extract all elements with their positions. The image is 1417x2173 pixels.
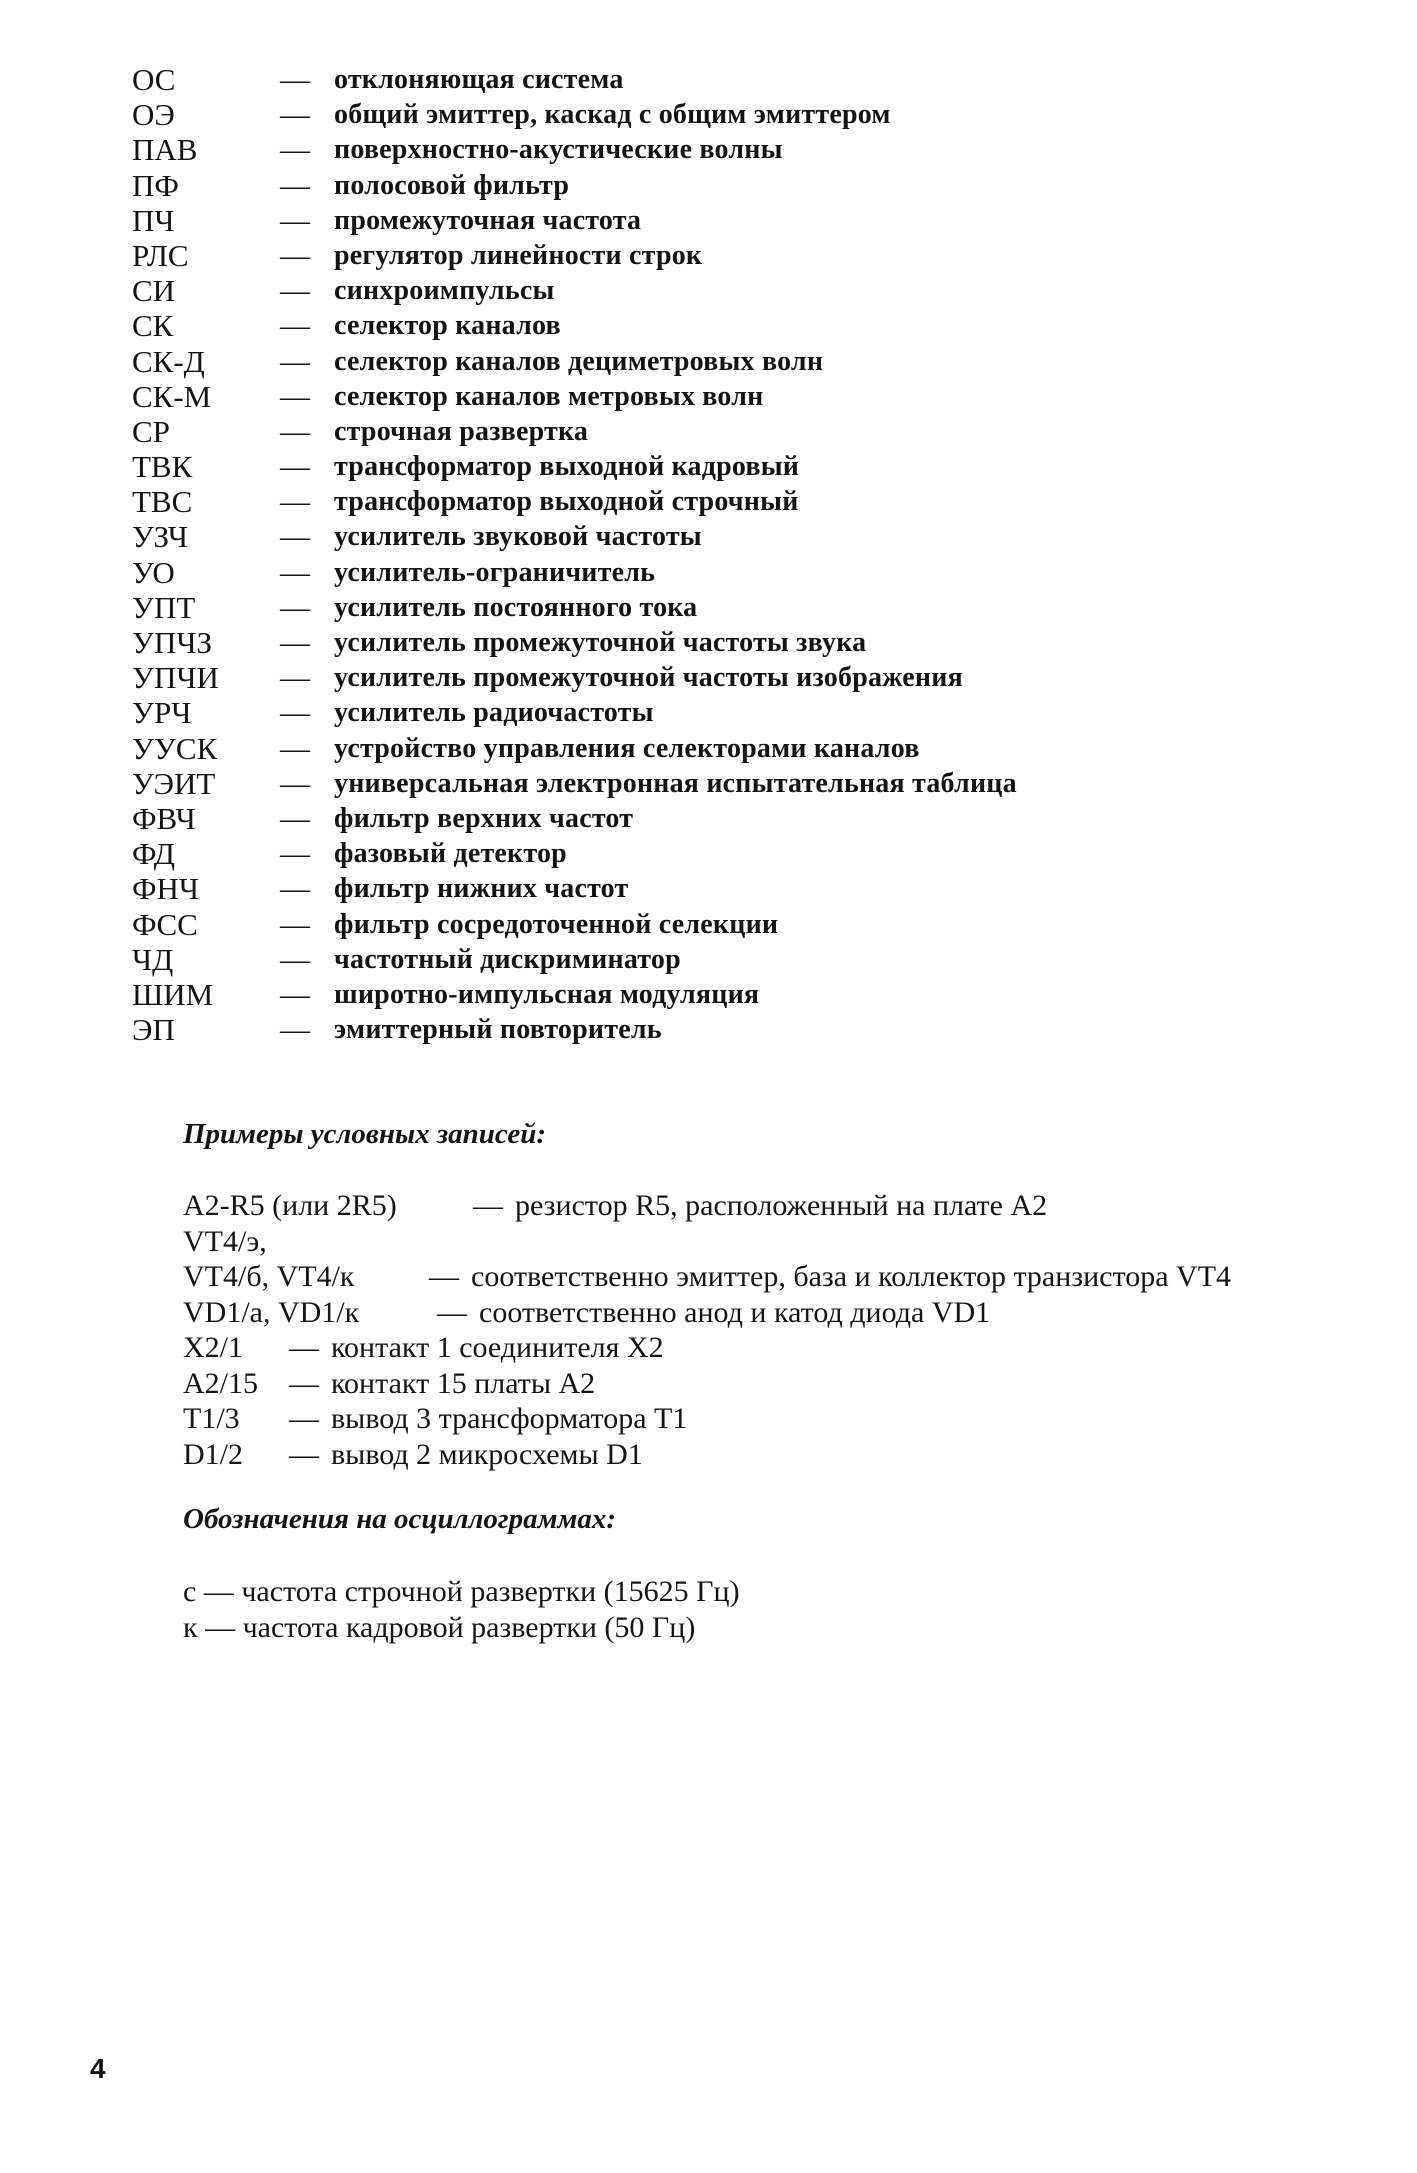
abbreviation-term: ТВС: [132, 484, 193, 520]
abbreviation-row: [132, 555, 1232, 590]
example-dash: —: [289, 1331, 319, 1364]
abbreviation-term: ПАВ: [132, 132, 198, 168]
abbreviation-term: СР: [132, 413, 170, 449]
abbreviation-definition: селектор каналов дециметровых волн: [334, 345, 824, 377]
abbreviation-row: [132, 203, 1232, 238]
example-term: А2-R5 (или 2R5): [183, 1189, 397, 1222]
abbreviation-row: [132, 590, 1232, 625]
abbreviation-definition: фильтр сосредоточенной селекции: [334, 908, 779, 940]
abbreviation-definition: усилитель звуковой частоты: [334, 521, 702, 553]
abbreviation-term: РЛС: [132, 237, 189, 273]
abbreviation-definition: регулятор линейности строк: [334, 239, 703, 271]
abbreviation-term: ФНЧ: [132, 871, 200, 907]
abbreviation-row: [132, 942, 1232, 977]
example-definition: вывод 3 трансформатора T1: [331, 1402, 688, 1435]
abbreviation-dash: —: [280, 801, 310, 835]
abbreviation-row: [132, 766, 1232, 801]
abbreviation-term: УЭИТ: [132, 765, 216, 801]
abbreviation-term: ЭП: [132, 1012, 175, 1048]
abbreviation-definition: фазовый детектор: [334, 838, 567, 870]
abbreviation-dash: —: [280, 520, 310, 554]
example-row: [183, 1366, 1363, 1402]
example-row: [183, 1437, 1363, 1473]
abbreviation-dash: —: [280, 133, 310, 167]
abbreviation-definition: усилитель промежуточной частоты изображения: [334, 662, 963, 694]
abbreviation-term: СК-М: [132, 378, 212, 414]
example-term: T1/3: [183, 1402, 240, 1435]
example-dash: —: [437, 1295, 467, 1329]
abbreviation-row: [132, 801, 1232, 836]
abbreviation-dash: —: [280, 344, 310, 378]
abbreviation-term: УО: [132, 554, 175, 590]
example-definition: контакт 15 платы А2: [331, 1366, 596, 1400]
abbreviation-definition: усилитель промежуточной частоты звука: [334, 627, 867, 658]
example-definition: контакт 1 соединителя X2: [331, 1331, 664, 1364]
examples-heading: Примеры условных записей:: [183, 1118, 547, 1150]
abbreviation-definition: фильтр нижних частот: [334, 873, 629, 905]
example-dash: —: [473, 1189, 503, 1222]
abbreviation-definition: усилитель постоянного тока: [334, 591, 698, 623]
abbreviation-definition: промежуточная частота: [334, 204, 642, 236]
abbreviation-dash: —: [280, 626, 310, 659]
abbreviation-definition: усилитель-ограничитель: [334, 556, 656, 588]
example-term: VT4/б, VT4/к: [183, 1260, 355, 1293]
abbreviation-definition: трансформатор выходной кадровый: [334, 451, 800, 483]
abbreviation-term: ФД: [132, 836, 175, 872]
abbreviation-term: УЗЧ: [132, 519, 189, 555]
abbreviation-row: [132, 132, 1232, 167]
abbreviation-dash: —: [280, 696, 310, 730]
abbreviation-term: ЧД: [132, 941, 174, 977]
abbreviation-definition: эмиттерный повторитель: [334, 1014, 662, 1046]
example-dash: —: [289, 1366, 319, 1400]
oscillogram-heading: Обозначения на осциллограммах:: [183, 1503, 617, 1535]
abbreviation-row: [132, 168, 1232, 203]
abbreviation-term: ТВК: [132, 449, 193, 485]
example-definition: вывод 2 микросхемы D1: [331, 1437, 643, 1471]
abbreviation-dash: —: [280, 63, 310, 96]
abbreviation-term: ПЧ: [132, 202, 175, 238]
abbreviation-definition: частотный дискриминатор: [334, 943, 681, 975]
abbreviation-dash: —: [280, 274, 310, 308]
abbreviation-term: УРЧ: [132, 695, 192, 731]
abbreviation-row: [132, 731, 1232, 766]
page-number: 4: [90, 2053, 106, 2084]
abbreviation-row: [132, 836, 1232, 871]
example-row: [183, 1224, 1363, 1260]
oscillogram-notes: [183, 1574, 1283, 1645]
abbreviation-dash: —: [280, 450, 310, 484]
abbreviation-row: [132, 977, 1232, 1012]
abbreviation-dash: —: [280, 98, 310, 132]
abbreviation-dash: —: [280, 238, 310, 272]
abbreviation-term: УПЧЗ: [132, 625, 213, 660]
abbreviation-definition: поверхностно-акустические волны: [334, 134, 783, 166]
abbreviation-definition: синхроимпульсы: [334, 275, 555, 307]
example-dash: —: [289, 1402, 319, 1435]
abbreviation-row: [132, 273, 1232, 308]
example-term: D1/2: [183, 1437, 243, 1471]
example-dash: —: [429, 1260, 459, 1293]
abbreviation-dash: —: [280, 379, 310, 413]
abbreviation-row: [132, 1012, 1232, 1047]
abbreviation-definition: универсальная электронная испытательная таблица: [334, 767, 1017, 799]
example-dash: —: [289, 1437, 319, 1471]
example-definition: соответственно эмиттер, база и коллектор транзистора VT4: [471, 1260, 1232, 1293]
abbreviation-term: ОЭ: [132, 97, 175, 133]
oscillogram-note: с — частота строчной развертки (15625 Гц): [183, 1575, 740, 1608]
abbreviation-definition: общий эмиттер, каскад с общим эмиттером: [334, 99, 891, 131]
abbreviation-term: ФСС: [132, 906, 198, 942]
example-row: [183, 1401, 1363, 1437]
abbreviation-row: [132, 695, 1232, 730]
abbreviation-dash: —: [280, 555, 310, 589]
abbreviation-dash: —: [280, 203, 310, 237]
example-term: VT4/э,: [183, 1224, 267, 1258]
abbreviation-definition: полосовой фильтр: [334, 169, 570, 201]
abbreviation-dash: —: [280, 414, 310, 448]
abbreviation-list: [132, 62, 1232, 1047]
abbreviation-row: [132, 660, 1232, 695]
example-definition: соответственно анод и катод диода VD1: [479, 1295, 991, 1329]
abbreviation-term: СИ: [132, 273, 176, 309]
example-row: [183, 1188, 1363, 1224]
abbreviation-term: СК: [132, 308, 174, 344]
abbreviation-term: ПФ: [132, 167, 179, 203]
abbreviation-definition: широтно-импульсная модуляция: [334, 978, 760, 1010]
abbreviation-definition: селектор каналов метровых волн: [334, 380, 764, 412]
abbreviation-dash: —: [280, 942, 310, 976]
example-term: VD1/а, VD1/к: [183, 1295, 360, 1329]
abbreviation-dash: —: [280, 731, 310, 765]
abbreviation-dash: —: [280, 661, 310, 695]
abbreviation-row: [132, 379, 1232, 414]
abbreviation-definition: отклоняющая система: [334, 64, 624, 95]
abbreviation-row: [132, 62, 1232, 97]
abbreviation-dash: —: [280, 907, 310, 941]
abbreviation-row: [132, 484, 1232, 519]
example-term: X2/1: [183, 1331, 243, 1364]
abbreviation-dash: —: [280, 766, 310, 800]
abbreviation-row: [132, 308, 1232, 343]
example-row: [183, 1259, 1363, 1295]
abbreviation-row: [132, 414, 1232, 449]
abbreviation-row: [132, 238, 1232, 273]
abbreviation-definition: селектор каналов: [334, 310, 561, 342]
abbreviation-definition: строчная развертка: [334, 415, 589, 447]
abbreviation-dash: —: [280, 168, 310, 202]
abbreviation-dash: —: [280, 309, 310, 343]
abbreviation-term: УУСК: [132, 730, 218, 766]
oscillogram-note: к — частота кадровой развертки (50 Гц): [183, 1610, 696, 1644]
abbreviation-row: [132, 449, 1232, 484]
abbreviation-term: ШИМ: [132, 976, 214, 1012]
abbreviation-row: [132, 344, 1232, 379]
abbreviation-dash: —: [280, 837, 310, 871]
abbreviation-dash: —: [280, 872, 310, 906]
abbreviation-row: [132, 871, 1232, 906]
abbreviation-row: [132, 907, 1232, 942]
abbreviation-definition: устройство управления селекторами каналов: [334, 732, 920, 764]
abbreviation-dash: —: [280, 1013, 310, 1047]
examples-list: [183, 1188, 1363, 1472]
abbreviation-definition: усилитель радиочастоты: [334, 697, 654, 729]
example-term: А2/15: [183, 1366, 258, 1400]
abbreviation-dash: —: [280, 590, 310, 624]
abbreviation-term: ФВЧ: [132, 800, 196, 836]
abbreviation-definition: фильтр верхних частот: [334, 802, 634, 834]
abbreviation-term: ОС: [132, 62, 176, 97]
abbreviation-dash: —: [280, 977, 310, 1011]
example-row: [183, 1330, 1363, 1366]
example-row: [183, 1295, 1363, 1331]
abbreviation-term: УПЧИ: [132, 660, 219, 696]
abbreviation-row: [132, 519, 1232, 554]
abbreviation-term: УПТ: [132, 589, 196, 625]
abbreviation-row: [132, 97, 1232, 132]
example-definition: резистор R5, расположенный на плате А2: [515, 1189, 1048, 1222]
abbreviation-dash: —: [280, 485, 310, 519]
abbreviation-term: СК-Д: [132, 343, 205, 379]
abbreviation-definition: трансформатор выходной строчный: [334, 486, 799, 518]
abbreviation-row: [132, 625, 1232, 660]
